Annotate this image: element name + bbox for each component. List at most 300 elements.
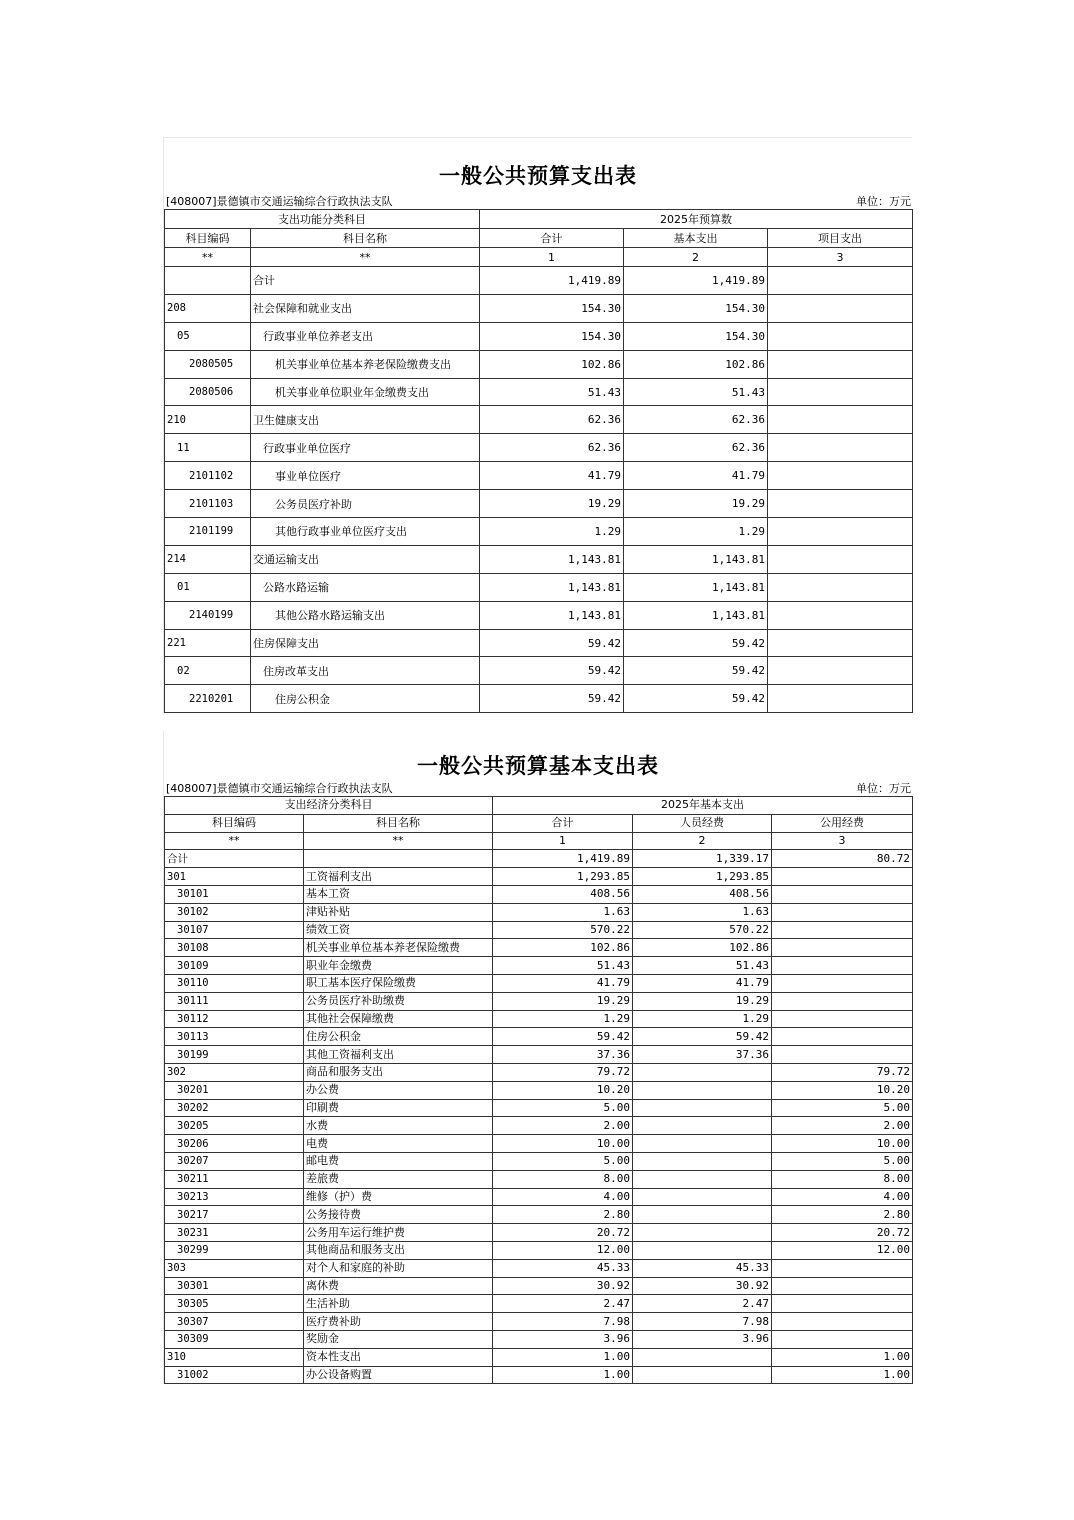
cell-name: [304, 850, 493, 868]
table-row: [165, 1224, 913, 1242]
cell-code: 30305: [165, 1295, 304, 1313]
cell-name: 交通运输支出: [251, 545, 480, 573]
group-header-row: [165, 210, 913, 229]
cell-total: 408.56: [493, 885, 633, 903]
cell-personnel: [633, 1366, 772, 1384]
col-header-code: 科目编码: [165, 814, 304, 832]
table-row: [165, 1330, 913, 1348]
cell-code: 30113: [165, 1028, 304, 1046]
cell-personnel: [633, 1099, 772, 1117]
cell-name: 公路水路运输: [251, 573, 480, 601]
cell-personnel: 570.22: [633, 921, 772, 939]
col-header-public: 公用经费: [772, 814, 913, 832]
cell-total: 10.20: [493, 1081, 633, 1099]
col-header-total: 合计: [480, 229, 624, 248]
cell-personnel: [633, 1188, 772, 1206]
cell-total: 10.00: [493, 1135, 633, 1153]
cell-personnel: [633, 1152, 772, 1170]
unit-code: [408007]景德镇市交通运输综合行政执法支队: [166, 782, 393, 795]
cell-personnel: 1.63: [633, 903, 772, 921]
cell-name: 基本工资: [304, 885, 493, 903]
table-row: [165, 1206, 913, 1224]
cell-name: 住房改革支出: [251, 657, 480, 685]
cell-project: [768, 490, 913, 518]
cell-public: [772, 921, 913, 939]
col-header-project: 项目支出: [768, 229, 913, 248]
cell-code: 30102: [165, 903, 304, 921]
cell-name: 事业单位医疗: [251, 462, 480, 490]
cell-total: 7.98: [493, 1313, 633, 1331]
table-row: [165, 1117, 913, 1135]
table-row: [165, 573, 913, 601]
cell-name: 机关事业单位基本养老保险缴费支出: [251, 350, 480, 378]
table-row: [165, 1170, 913, 1188]
cell-total: 1,143.81: [480, 545, 624, 573]
cell-total: 1.00: [493, 1366, 633, 1384]
cell-personnel: 19.29: [633, 992, 772, 1010]
cell-personnel: 30.92: [633, 1277, 772, 1295]
cell-name: 行政事业单位养老支出: [251, 322, 480, 350]
cell-name: 维修（护）费: [304, 1188, 493, 1206]
cell-personnel: [633, 1206, 772, 1224]
cell-total: 19.29: [480, 490, 624, 518]
cell-personnel: 59.42: [633, 1028, 772, 1046]
cell-name: 公务员医疗补助缴费: [304, 992, 493, 1010]
cell-total: 1.63: [493, 903, 633, 921]
cell-total: 1,293.85: [493, 868, 633, 886]
table-row: [165, 1152, 913, 1170]
cell-basic: 41.79: [624, 462, 768, 490]
cell-code: [165, 267, 251, 295]
cell-code: 214: [165, 545, 251, 573]
cell-total: 59.42: [480, 685, 624, 713]
cell-project: [768, 294, 913, 322]
cell-project: [768, 267, 913, 295]
cell-code: 02: [165, 657, 251, 685]
table-row: [165, 921, 913, 939]
cell-code: 30109: [165, 957, 304, 975]
cell-name: 其他商品和服务支出: [304, 1241, 493, 1259]
cell-public: 80.72: [772, 850, 913, 868]
cell-code: 30217: [165, 1206, 304, 1224]
table-row: [165, 1241, 913, 1259]
cell-code: 31002: [165, 1366, 304, 1384]
cell-name: 差旅费: [304, 1170, 493, 1188]
cell-name: 电费: [304, 1135, 493, 1153]
table-row: [165, 490, 913, 518]
col-header-name: 科目名称: [304, 814, 493, 832]
cell-name: 资本性支出: [304, 1348, 493, 1366]
cell-code: 30211: [165, 1170, 304, 1188]
table-row: [165, 1313, 913, 1331]
group-header-right: 2025年基本支出: [493, 797, 913, 815]
table-row: [165, 657, 913, 685]
cell-personnel: [633, 1348, 772, 1366]
cell-total: 30.92: [493, 1277, 633, 1295]
cell-total: 2.80: [493, 1206, 633, 1224]
table-row: [165, 903, 913, 921]
cell-total: 3.96: [493, 1330, 633, 1348]
table-row: [165, 939, 913, 957]
table-body: [165, 267, 913, 713]
cell-basic: 1,143.81: [624, 545, 768, 573]
cell-total: 1,143.81: [480, 601, 624, 629]
cell-public: 12.00: [772, 1241, 913, 1259]
cell-total: 5.00: [493, 1099, 633, 1117]
cell-total: 154.30: [480, 322, 624, 350]
cell-basic: 1,419.89: [624, 267, 768, 295]
index-1: 1: [480, 248, 624, 267]
cell-code: 30307: [165, 1313, 304, 1331]
cell-name: 商品和服务支出: [304, 1063, 493, 1081]
cell-code: 2140199: [165, 601, 251, 629]
cell-name: 津贴补贴: [304, 903, 493, 921]
cell-name: 邮电费: [304, 1152, 493, 1170]
cell-name: 办公设备购置: [304, 1366, 493, 1384]
cell-personnel: 51.43: [633, 957, 772, 975]
table-row: [165, 1063, 913, 1081]
table-row: [165, 885, 913, 903]
cell-total: 154.30: [480, 294, 624, 322]
cell-public: 10.20: [772, 1081, 913, 1099]
cell-total: 102.86: [493, 939, 633, 957]
cell-code: 30110: [165, 974, 304, 992]
cell-project: [768, 350, 913, 378]
index-code: **: [165, 248, 251, 267]
cell-basic: 51.43: [624, 378, 768, 406]
cell-name: 医疗费补助: [304, 1313, 493, 1331]
table-row: [165, 1188, 913, 1206]
table-row: [165, 974, 913, 992]
sheet-title: 一般公共预算支出表: [439, 163, 637, 188]
cell-personnel: [633, 1081, 772, 1099]
cell-code: 30101: [165, 885, 304, 903]
cell-total: 51.43: [480, 378, 624, 406]
cell-name: 公务用车运行维护费: [304, 1224, 493, 1242]
group-header-left: 支出功能分类科目: [165, 210, 480, 229]
cell-public: [772, 1313, 913, 1331]
cell-basic: 59.42: [624, 629, 768, 657]
cell-name: 生活补助: [304, 1295, 493, 1313]
table-body: [165, 850, 913, 1384]
cell-code: 2210201: [165, 685, 251, 713]
cell-public: [772, 1028, 913, 1046]
cell-personnel: 1,339.17: [633, 850, 772, 868]
cell-basic: 59.42: [624, 657, 768, 685]
cell-code: 30108: [165, 939, 304, 957]
cell-total: 570.22: [493, 921, 633, 939]
cell-public: [772, 903, 913, 921]
col-header-basic: 基本支出: [624, 229, 768, 248]
table-row: [165, 1028, 913, 1046]
cell-name: 住房公积金: [304, 1028, 493, 1046]
cell-basic: 62.36: [624, 434, 768, 462]
table-row: [165, 434, 913, 462]
cell-code: 30299: [165, 1241, 304, 1259]
cell-total: 59.42: [493, 1028, 633, 1046]
cell-public: 2.00: [772, 1117, 913, 1135]
cell-basic: 1,143.81: [624, 573, 768, 601]
cell-name: 社会保障和就业支出: [251, 294, 480, 322]
cell-personnel: 1,293.85: [633, 868, 772, 886]
table-row: [165, 294, 913, 322]
cell-basic: 102.86: [624, 350, 768, 378]
cell-public: [772, 974, 913, 992]
index-1: 1: [493, 832, 633, 850]
cell-basic: 1.29: [624, 518, 768, 546]
table-row: [165, 1099, 913, 1117]
table-row: [165, 267, 913, 295]
cell-total: 8.00: [493, 1170, 633, 1188]
table-row: [165, 1135, 913, 1153]
cell-total: 20.72: [493, 1224, 633, 1242]
cell-personnel: 408.56: [633, 885, 772, 903]
cell-total: 5.00: [493, 1152, 633, 1170]
cell-code: 301: [165, 868, 304, 886]
cell-basic: 1,143.81: [624, 601, 768, 629]
table-row: [165, 518, 913, 546]
cell-code: 30207: [165, 1152, 304, 1170]
cell-name: 住房保障支出: [251, 629, 480, 657]
cell-code: 30309: [165, 1330, 304, 1348]
table-row: [165, 992, 913, 1010]
col-header-personnel: 人员经费: [633, 814, 772, 832]
index-3: 3: [768, 248, 913, 267]
cell-personnel: [633, 1117, 772, 1135]
table-row: [165, 1366, 913, 1384]
cell-code: 30206: [165, 1135, 304, 1153]
cell-total: 79.72: [493, 1063, 633, 1081]
cell-total: 19.29: [493, 992, 633, 1010]
cell-project: [768, 518, 913, 546]
cell-total: 2.47: [493, 1295, 633, 1313]
cell-public: 10.00: [772, 1135, 913, 1153]
cell-project: [768, 378, 913, 406]
col-header-total: 合计: [493, 814, 633, 832]
cell-project: [768, 545, 913, 573]
cell-name: 合计: [251, 267, 480, 295]
table-row: [165, 378, 913, 406]
cell-total: 51.43: [493, 957, 633, 975]
table-row: [165, 1259, 913, 1277]
cell-code: 208: [165, 294, 251, 322]
cell-public: 5.00: [772, 1099, 913, 1117]
table-row: [165, 462, 913, 490]
cell-personnel: 37.36: [633, 1046, 772, 1064]
cell-personnel: 1.29: [633, 1010, 772, 1028]
cell-project: [768, 434, 913, 462]
cell-name: 职业年金缴费: [304, 957, 493, 975]
cell-code: 2080505: [165, 350, 251, 378]
cell-code: 30201: [165, 1081, 304, 1099]
table-row: [165, 850, 913, 868]
cell-code: 30231: [165, 1224, 304, 1242]
cell-total: 1.29: [493, 1010, 633, 1028]
cell-name: 奖励金: [304, 1330, 493, 1348]
cell-public: 1.00: [772, 1366, 913, 1384]
cell-public: [772, 1259, 913, 1277]
cell-name: 工资福利支出: [304, 868, 493, 886]
cell-personnel: 2.47: [633, 1295, 772, 1313]
unit-label: 单位：万元: [856, 782, 911, 795]
sheet-meta: [164, 779, 912, 796]
cell-name: 公务接待费: [304, 1206, 493, 1224]
budget-expenditure-sheet: [163, 137, 912, 713]
cell-personnel: [633, 1170, 772, 1188]
cell-public: 1.00: [772, 1348, 913, 1366]
cell-name: 公务员医疗补助: [251, 490, 480, 518]
cell-name: 办公费: [304, 1081, 493, 1099]
col-header-code: 科目编码: [165, 229, 251, 248]
cell-name: 离休费: [304, 1277, 493, 1295]
cell-code: 30111: [165, 992, 304, 1010]
cell-code: 210: [165, 406, 251, 434]
cell-personnel: [633, 1135, 772, 1153]
cell-name: 其他公路水路运输支出: [251, 601, 480, 629]
cell-name: 其他工资福利支出: [304, 1046, 493, 1064]
cell-project: [768, 601, 913, 629]
cell-personnel: [633, 1224, 772, 1242]
cell-project: [768, 685, 913, 713]
cell-public: 79.72: [772, 1063, 913, 1081]
cell-total: 41.79: [480, 462, 624, 490]
basic-expenditure-sheet: [163, 731, 912, 1384]
table-row: [165, 1046, 913, 1064]
index-name: **: [304, 832, 493, 850]
unit-label: 单位：万元: [856, 195, 911, 208]
cell-total: 59.42: [480, 657, 624, 685]
cell-personnel: 7.98: [633, 1313, 772, 1331]
index-code: **: [165, 832, 304, 850]
cell-public: [772, 868, 913, 886]
cell-public: [772, 939, 913, 957]
index-row: [165, 832, 913, 850]
cell-project: [768, 657, 913, 685]
cell-public: 4.00: [772, 1188, 913, 1206]
cell-code: 310: [165, 1348, 304, 1366]
table-row: [165, 1295, 913, 1313]
cell-total: 1,143.81: [480, 573, 624, 601]
table-row: [165, 1010, 913, 1028]
table-row: [165, 629, 913, 657]
cell-name: 水费: [304, 1117, 493, 1135]
cell-code: 303: [165, 1259, 304, 1277]
col-header-name: 科目名称: [251, 229, 480, 248]
cell-basic: 19.29: [624, 490, 768, 518]
cell-personnel: 45.33: [633, 1259, 772, 1277]
cell-project: [768, 322, 913, 350]
cell-total: 59.42: [480, 629, 624, 657]
cell-code: 2101103: [165, 490, 251, 518]
cell-personnel: [633, 1063, 772, 1081]
cell-public: 20.72: [772, 1224, 913, 1242]
table-row: [165, 685, 913, 713]
cell-name: 卫生健康支出: [251, 406, 480, 434]
cell-code: 2080506: [165, 378, 251, 406]
cell-public: [772, 885, 913, 903]
cell-public: 2.80: [772, 1206, 913, 1224]
sheet-title: 一般公共预算基本支出表: [417, 753, 659, 778]
index-row: [165, 248, 913, 267]
index-2: 2: [624, 248, 768, 267]
column-header-row: [165, 229, 913, 248]
cell-total: 1,419.89: [480, 267, 624, 295]
cell-code: 合计: [165, 850, 304, 868]
cell-name: 印刷费: [304, 1099, 493, 1117]
cell-name: 其他社会保障缴费: [304, 1010, 493, 1028]
cell-basic: 62.36: [624, 406, 768, 434]
table-row: [165, 601, 913, 629]
cell-total: 1.00: [493, 1348, 633, 1366]
cell-code: 302: [165, 1063, 304, 1081]
cell-name: 职工基本医疗保险缴费: [304, 974, 493, 992]
column-header-row: [165, 814, 913, 832]
cell-code: 30205: [165, 1117, 304, 1135]
cell-code: 30107: [165, 921, 304, 939]
cell-project: [768, 573, 913, 601]
cell-total: 37.36: [493, 1046, 633, 1064]
cell-name: 机关事业单位基本养老保险缴费: [304, 939, 493, 957]
cell-name: 行政事业单位医疗: [251, 434, 480, 462]
cell-basic: 154.30: [624, 322, 768, 350]
index-name: **: [251, 248, 480, 267]
cell-code: 05: [165, 322, 251, 350]
table-row: [165, 1348, 913, 1366]
cell-public: 5.00: [772, 1152, 913, 1170]
table-row: [165, 868, 913, 886]
cell-basic: 154.30: [624, 294, 768, 322]
cell-public: [772, 1330, 913, 1348]
cell-public: 8.00: [772, 1170, 913, 1188]
table-row: [165, 957, 913, 975]
cell-basic: 59.42: [624, 685, 768, 713]
cell-code: 30199: [165, 1046, 304, 1064]
table-row: [165, 322, 913, 350]
cell-code: 221: [165, 629, 251, 657]
cell-total: 62.36: [480, 434, 624, 462]
cell-code: 01: [165, 573, 251, 601]
cell-total: 2.00: [493, 1117, 633, 1135]
cell-project: [768, 462, 913, 490]
cell-total: 1.29: [480, 518, 624, 546]
index-3: 3: [772, 832, 913, 850]
sheet-meta: [164, 192, 912, 209]
cell-personnel: 3.96: [633, 1330, 772, 1348]
cell-total: 12.00: [493, 1241, 633, 1259]
cell-name: 机关事业单位职业年金缴费支出: [251, 378, 480, 406]
table-row: [165, 1277, 913, 1295]
cell-name: 绩效工资: [304, 921, 493, 939]
group-header-left: 支出经济分类科目: [165, 797, 493, 815]
group-header-right: 2025年预算数: [480, 210, 913, 229]
cell-project: [768, 629, 913, 657]
table-row: [165, 406, 913, 434]
cell-total: 45.33: [493, 1259, 633, 1277]
cell-total: 41.79: [493, 974, 633, 992]
table-row: [165, 350, 913, 378]
cell-public: [772, 992, 913, 1010]
cell-total: 1,419.89: [493, 850, 633, 868]
table-row: [165, 1081, 913, 1099]
cell-code: 30213: [165, 1188, 304, 1206]
cell-public: [772, 957, 913, 975]
index-2: 2: [633, 832, 772, 850]
unit-code: [408007]景德镇市交通运输综合行政执法支队: [166, 195, 393, 208]
cell-code: 30112: [165, 1010, 304, 1028]
cell-public: [772, 1277, 913, 1295]
cell-public: [772, 1010, 913, 1028]
cell-code: 2101102: [165, 462, 251, 490]
